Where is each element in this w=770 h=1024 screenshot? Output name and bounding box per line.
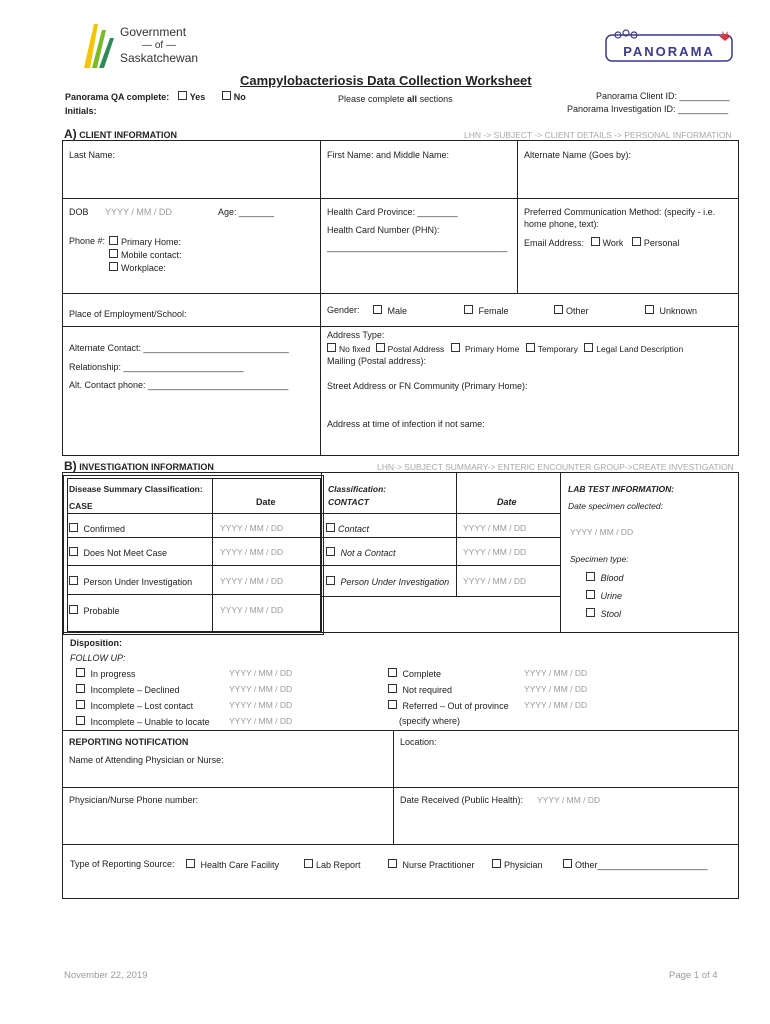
addr-postal-checkbox[interactable] bbox=[376, 343, 385, 352]
follow-declined-option[interactable] bbox=[76, 684, 180, 695]
follow-lost-checkbox[interactable] bbox=[76, 700, 85, 709]
source-other-option[interactable] bbox=[563, 859, 708, 870]
section-b-heading bbox=[64, 459, 214, 473]
gender-male-checkbox[interactable] bbox=[373, 305, 382, 314]
addr-legal-checkbox[interactable] bbox=[584, 343, 593, 352]
infection-address-field[interactable]: Address at time of infection if not same: bbox=[327, 419, 485, 429]
contact-contact-label: Contact bbox=[338, 524, 370, 534]
last-name-field[interactable]: Last Name: bbox=[69, 150, 116, 160]
health-card-number-field[interactable]: ____________________________________ bbox=[327, 242, 508, 252]
source-lab-checkbox[interactable] bbox=[304, 859, 313, 868]
date-specimen-label: Date specimen collected: bbox=[568, 501, 663, 511]
source-lab-label: Lab Report bbox=[316, 860, 361, 870]
gov-saskatchewan-logo: Government — of — Saskatchewan bbox=[80, 20, 210, 70]
case-not-meet-checkbox[interactable] bbox=[69, 547, 78, 556]
gender-other-option[interactable] bbox=[554, 305, 589, 316]
addr-legal-label: Legal Land Description bbox=[596, 344, 684, 354]
source-hcf-label: Health Care Facility bbox=[200, 860, 280, 870]
source-physician-checkbox[interactable] bbox=[492, 859, 501, 868]
qa-no-label: No bbox=[233, 92, 246, 102]
contact-contact-checkbox[interactable] bbox=[326, 523, 335, 532]
date-received-label: Date Received (Public Health): bbox=[400, 795, 524, 805]
address-type-options bbox=[327, 343, 683, 354]
first-name-field[interactable]: First Name: and Middle Name: bbox=[327, 150, 450, 160]
phone-mobile-label: Mobile contact: bbox=[121, 250, 182, 260]
gender-unknown-label: Unknown bbox=[659, 306, 698, 316]
follow-declined-label: Incomplete – Declined bbox=[90, 685, 180, 695]
follow-complete-label: Complete bbox=[402, 669, 442, 679]
wheat-icon bbox=[80, 20, 120, 70]
follow-in-progress-checkbox[interactable] bbox=[76, 668, 85, 677]
contact-not-contact-option[interactable] bbox=[326, 547, 396, 558]
case-not-meet-date[interactable]: YYYY / MM / DD bbox=[220, 547, 284, 557]
email-label: Email Address: bbox=[524, 238, 585, 248]
case-pui-date[interactable]: YYYY / MM / DD bbox=[220, 576, 284, 586]
alternate-name-field[interactable]: Alternate Name (Goes by): bbox=[524, 150, 632, 160]
lab-test-label: LAB TEST INFORMATION: bbox=[568, 484, 675, 494]
source-other-label: Other______________________ bbox=[575, 860, 708, 870]
email-row bbox=[524, 237, 679, 248]
contact-pui-date[interactable]: YYYY / MM / DD bbox=[463, 576, 527, 586]
street-address-field[interactable]: Street Address or FN Community (Primary Home): bbox=[327, 381, 528, 391]
specimen-stool-option[interactable] bbox=[586, 608, 621, 619]
section-a-title: CLIENT INFORMATION bbox=[79, 130, 178, 140]
email-personal-checkbox[interactable] bbox=[632, 237, 641, 246]
panorama-logo bbox=[604, 27, 734, 63]
contact-pui-label: Person Under Investigation bbox=[340, 577, 450, 587]
phone-primary-option[interactable] bbox=[109, 236, 181, 247]
age-field[interactable]: Age: _______ bbox=[218, 207, 275, 217]
phone-work-checkbox[interactable] bbox=[109, 262, 118, 271]
addr-primary-label: Primary Home bbox=[465, 344, 520, 354]
specimen-blood-label: Blood bbox=[600, 573, 624, 583]
qa-yes-checkbox[interactable] bbox=[178, 91, 187, 100]
follow-not-required-option[interactable] bbox=[388, 684, 452, 695]
contact-contact-option[interactable] bbox=[326, 523, 369, 534]
client-info-table bbox=[62, 140, 739, 456]
gender-label: Gender: bbox=[327, 305, 360, 315]
follow-declined-date[interactable]: YYYY / MM / DD bbox=[229, 684, 293, 694]
source-other-checkbox[interactable] bbox=[563, 859, 572, 868]
qa-complete-label: Panorama QA complete: bbox=[65, 92, 170, 102]
contact-not-contact-date[interactable]: YYYY / MM / DD bbox=[463, 547, 527, 557]
follow-referred-date[interactable]: YYYY / MM / DD bbox=[524, 700, 588, 710]
case-date-header: Date bbox=[256, 497, 276, 507]
follow-unable-label: Incomplete – Unable to locate bbox=[90, 717, 210, 727]
follow-in-progress-date[interactable]: YYYY / MM / DD bbox=[229, 668, 293, 678]
gender-female-checkbox[interactable] bbox=[464, 305, 473, 314]
source-physician-label: Physician bbox=[504, 860, 543, 870]
contact-not-contact-checkbox[interactable] bbox=[326, 547, 335, 556]
qa-complete-row bbox=[65, 91, 246, 102]
follow-lost-date[interactable]: YYYY / MM / DD bbox=[229, 700, 293, 710]
phone-mobile-option[interactable] bbox=[109, 249, 182, 260]
case-confirmed-label: Confirmed bbox=[83, 524, 126, 534]
disease-summary-label: Disease Summary Classification: bbox=[69, 484, 203, 494]
case-not-meet-option[interactable] bbox=[69, 547, 167, 558]
follow-complete-option[interactable] bbox=[388, 668, 441, 679]
follow-complete-checkbox[interactable] bbox=[388, 668, 397, 677]
qa-no-checkbox[interactable] bbox=[222, 91, 231, 100]
health-card-number-label: Health Card Number (PHN): bbox=[327, 225, 440, 235]
specimen-urine-label: Urine bbox=[600, 591, 623, 601]
reporting-source-label: Type of Reporting Source: bbox=[70, 859, 175, 869]
case-pui-checkbox[interactable] bbox=[69, 576, 78, 585]
dob-label: DOB bbox=[69, 207, 89, 217]
source-physician-option[interactable] bbox=[492, 859, 543, 870]
page-title: Campylobacteriosis Data Collection Worksheet bbox=[240, 73, 532, 88]
contact-pui-checkbox[interactable] bbox=[326, 576, 335, 585]
physician-phone-field[interactable]: Physician/Nurse Phone number: bbox=[69, 795, 199, 805]
pref-comm-field[interactable]: Preferred Communication Method: (specify - i.e. home phone, text): bbox=[524, 207, 716, 229]
health-card-province-field[interactable]: Health Card Province: ________ bbox=[327, 207, 458, 217]
contact-not-contact-label: Not a Contact bbox=[340, 548, 396, 558]
disposition-label: Disposition: bbox=[70, 638, 122, 648]
specify-where-field[interactable]: (specify where) bbox=[399, 716, 461, 726]
source-hcf-option[interactable] bbox=[186, 859, 279, 870]
section-b-path: LHN-> SUBJECT SUMMARY-> ENTERIC ENCOUNTER GROUP->CREATE INVESTIGATION bbox=[377, 462, 734, 472]
case-probable-label: Probable bbox=[83, 606, 120, 616]
specimen-blood-checkbox[interactable] bbox=[586, 572, 595, 581]
alt-phone-field[interactable]: Alt. Contact phone: ____________________________ bbox=[69, 380, 289, 390]
follow-complete-date[interactable]: YYYY / MM / DD bbox=[524, 668, 588, 678]
place-employment-field[interactable]: Place of Employment/School: bbox=[69, 309, 187, 319]
gender-other-checkbox[interactable] bbox=[554, 305, 563, 314]
email-work-checkbox[interactable] bbox=[591, 237, 600, 246]
source-np-label: Nurse Practitioner bbox=[402, 860, 475, 870]
contact-pui-option[interactable] bbox=[326, 576, 449, 587]
source-lab-option[interactable] bbox=[304, 859, 361, 870]
gender-female-option[interactable] bbox=[464, 305, 509, 316]
specimen-type-label: Specimen type: bbox=[570, 554, 629, 564]
case-pui-label: Person Under Investigation bbox=[83, 577, 193, 587]
case-probable-option[interactable] bbox=[69, 605, 120, 616]
gender-male-label: Male bbox=[387, 306, 408, 316]
location-field[interactable]: Location: bbox=[400, 737, 437, 747]
instruction-text bbox=[338, 94, 453, 104]
phone-primary-checkbox[interactable] bbox=[109, 236, 118, 245]
case-not-meet-label: Does Not Meet Case bbox=[83, 548, 168, 558]
mailing-address-field[interactable]: Mailing (Postal address): bbox=[327, 356, 427, 366]
follow-lost-label: Incomplete – Lost contact bbox=[90, 701, 194, 711]
gender-unknown-checkbox[interactable] bbox=[645, 305, 654, 314]
follow-referred-checkbox[interactable] bbox=[388, 700, 397, 709]
contact-contact-date[interactable]: YYYY / MM / DD bbox=[463, 523, 527, 533]
footer-date: November 22, 2019 bbox=[64, 970, 148, 981]
specimen-blood-option[interactable] bbox=[586, 572, 624, 583]
case-probable-date[interactable]: YYYY / MM / DD bbox=[220, 605, 284, 615]
follow-unable-date[interactable]: YYYY / MM / DD bbox=[229, 716, 293, 726]
case-confirmed-option[interactable] bbox=[69, 523, 125, 534]
follow-unable-option[interactable] bbox=[76, 716, 210, 727]
contact-date-header: Date bbox=[497, 497, 517, 507]
gender-female-label: Female bbox=[478, 306, 509, 316]
email-work-label: Work bbox=[602, 238, 624, 248]
follow-not-required-checkbox[interactable] bbox=[388, 684, 397, 693]
follow-referred-option[interactable] bbox=[388, 700, 509, 711]
addr-temporary-checkbox[interactable] bbox=[526, 343, 535, 352]
follow-unable-checkbox[interactable] bbox=[76, 716, 85, 725]
section-a-path: LHN -> SUBJECT -> CLIENT DETAILS -> PERSONAL INFORMATION bbox=[464, 130, 732, 140]
case-label: CASE bbox=[69, 501, 93, 511]
source-np-option[interactable] bbox=[388, 859, 475, 870]
footer-page-number: Page 1 of 4 bbox=[669, 970, 718, 981]
alt-contact-field[interactable]: Alternate Contact: _____________________________ bbox=[69, 343, 289, 353]
gov-logo-line3: Saskatchewan bbox=[120, 51, 199, 65]
section-b-title: INVESTIGATION INFORMATION bbox=[79, 462, 214, 472]
addr-postal-label: Postal Address bbox=[387, 344, 445, 354]
case-probable-checkbox[interactable] bbox=[69, 605, 78, 614]
attending-physician-field[interactable]: Name of Attending Physician or Nurse: bbox=[69, 755, 224, 765]
relationship-field[interactable]: Relationship: ________________________ bbox=[69, 362, 244, 372]
gov-logo-line1: Government bbox=[120, 25, 187, 39]
addr-temporary-label: Temporary bbox=[537, 344, 578, 354]
case-confirmed-date[interactable]: YYYY / MM / DD bbox=[220, 523, 284, 533]
panorama-logo-text: PANORAMA bbox=[623, 44, 715, 59]
follow-in-progress-option[interactable] bbox=[76, 668, 136, 679]
phone-mobile-checkbox[interactable] bbox=[109, 249, 118, 258]
investigation-id-label: Panorama Investigation ID: __________ bbox=[567, 104, 729, 114]
follow-up-label: FOLLOW UP: bbox=[70, 653, 126, 663]
specimen-date-field[interactable]: YYYY / MM / DD bbox=[570, 527, 634, 537]
contact-header: CONTACT bbox=[328, 497, 369, 507]
initials-label: Initials: bbox=[65, 106, 97, 116]
source-np-checkbox[interactable] bbox=[388, 859, 397, 868]
specimen-stool-checkbox[interactable] bbox=[586, 608, 595, 617]
gender-male-option[interactable] bbox=[373, 305, 407, 316]
case-confirmed-checkbox[interactable] bbox=[69, 523, 78, 532]
instruction-bold: all bbox=[407, 94, 418, 104]
classification-label: Classification: bbox=[328, 484, 387, 494]
qa-yes-label: Yes bbox=[189, 92, 206, 102]
phone-label: Phone #: bbox=[69, 236, 106, 246]
case-pui-option[interactable] bbox=[69, 576, 192, 587]
follow-in-progress-label: In progress bbox=[90, 669, 136, 679]
follow-declined-checkbox[interactable] bbox=[76, 684, 85, 693]
section-a-heading bbox=[64, 127, 177, 141]
specimen-urine-checkbox[interactable] bbox=[586, 590, 595, 599]
follow-referred-label: Referred – Out of province bbox=[402, 701, 509, 711]
email-personal-label: Personal bbox=[643, 238, 680, 248]
addr-nofixed-checkbox[interactable] bbox=[327, 343, 336, 352]
phone-work-label: Workplace: bbox=[121, 263, 166, 273]
follow-not-required-date[interactable]: YYYY / MM / DD bbox=[524, 684, 588, 694]
section-a-letter: A) bbox=[64, 127, 77, 141]
address-type-label: Address Type: bbox=[327, 330, 385, 340]
client-id-label: Panorama Client ID: __________ bbox=[596, 91, 730, 101]
instruction-post: sections bbox=[417, 94, 453, 104]
specimen-stool-label: Stool bbox=[600, 609, 622, 619]
addr-nofixed-label: No fixed bbox=[339, 344, 371, 354]
phone-work-option[interactable] bbox=[109, 262, 166, 273]
phone-primary-label: Primary Home: bbox=[121, 237, 182, 247]
gov-logo-line2: of bbox=[154, 40, 164, 51]
section-b-letter: B) bbox=[64, 459, 77, 473]
gender-other-label: Other bbox=[566, 306, 589, 316]
addr-primary-checkbox[interactable] bbox=[451, 343, 460, 352]
gender-unknown-option[interactable] bbox=[645, 305, 697, 316]
follow-lost-option[interactable] bbox=[76, 700, 193, 711]
follow-not-required-label: Not required bbox=[402, 685, 453, 695]
instruction-pre: Please complete bbox=[338, 94, 408, 104]
specimen-urine-option[interactable] bbox=[586, 590, 622, 601]
dob-field[interactable]: YYYY / MM / DD bbox=[105, 207, 172, 217]
reporting-notification-label: REPORTING NOTIFICATION bbox=[69, 737, 189, 747]
date-received-field[interactable]: YYYY / MM / DD bbox=[537, 795, 601, 805]
source-hcf-checkbox[interactable] bbox=[186, 859, 195, 868]
